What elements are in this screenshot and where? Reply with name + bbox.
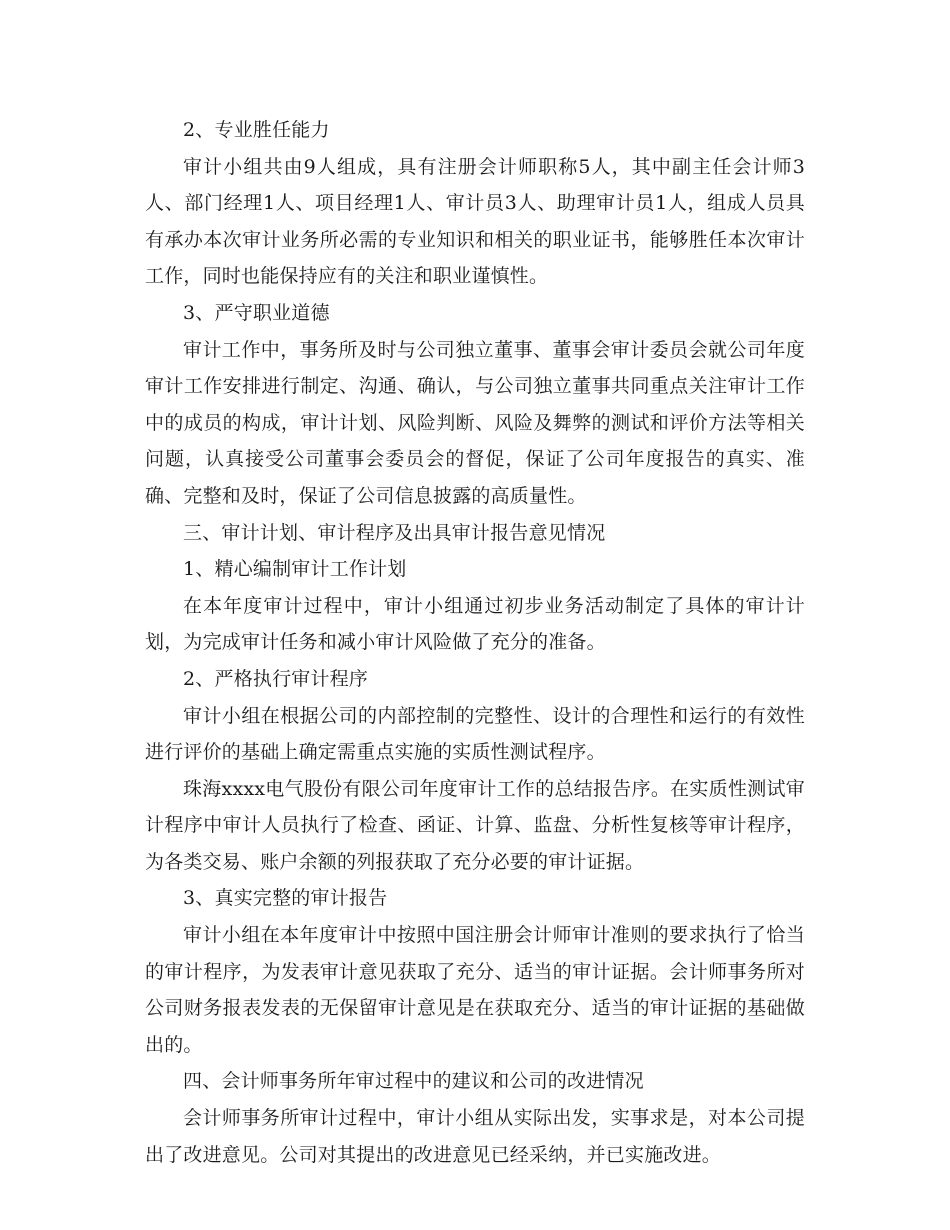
section-heading: 3、严守职业道德 [183,301,330,324]
section-heading: 2、严格执行审计程序 [183,667,369,690]
body-paragraph: 审计工作中，事务所及时与公司独立董事、董事会审计委员会就公司年度审计工作安排进行制定、沟通、确认，与公司独立董事共同重点关注审计工作中的成员的构成，审计计划、风险判断、风险及舞弊的测试和评价方法等相关问题，认真接受公司董事会委员会的督促，保证了公司年度报告的真实、准确、完整和及时，保证了公司信息披露的高质量性。 [145,338,805,507]
body-paragraph: 会计师事务所审计过程中，审计小组从实际出发，实事求是，对本公司提出了改进意见。公司对其提出的改进意见已经采纳，并已实施改进。 [145,1107,805,1166]
chapter-heading: 四、会计师事务所年审过程中的建议和公司的改进情况 [183,1070,644,1093]
section-heading: 1、精心编制审计工作计划 [183,558,407,581]
document-body [145,112,805,1173]
chapter-heading: 三、审计计划、审计程序及出具审计报告意见情况 [183,521,606,544]
section-heading: 3、真实完整的审计报告 [183,887,388,910]
body-paragraph: 审计小组在根据公司的内部控制的完整性、设计的合理性和运行的有效性进行评价的基础上确定需重点实施的实质性测试程序。 [145,704,805,764]
section-heading: 2、专业胜任能力 [183,119,330,141]
body-paragraph: 珠海xxxx电气股份有限公司年度审计工作的总结报告序。在实质性测试审计程序中审计人员执行了检查、函证、计算、监盘、分析性复核等审计程序，为各类交易、账户余额的列报获取了充分必要的审计证据。 [145,777,805,873]
body-paragraph: 审计小组共由9人组成，具有注册会计师职称5人，其中副主任会计师3人、部门经理1人、项目经理1人、审计员3人、助理审计员1人，组成人员具有承办本次审计业务所必需的专业知识和相关的职业证书，能够胜任本次审计工作，同时也能保持应有的关注和职业谨慎性。 [145,155,805,288]
body-paragraph: 审计小组在本年度审计中按照中国注册会计师审计准则的要求执行了恰当的审计程序，为发表审计意见获取了充分、适当的审计证据。会计师事务所对公司财务报表发表的无保留审计意见是在获取充分、适当的审计证据的基础做出的。 [145,924,805,1056]
body-paragraph: 在本年度审计过程中，审计小组通过初步业务活动制定了具体的审计计划，为完成审计任务和减小审计风险做了充分的准备。 [145,594,805,654]
